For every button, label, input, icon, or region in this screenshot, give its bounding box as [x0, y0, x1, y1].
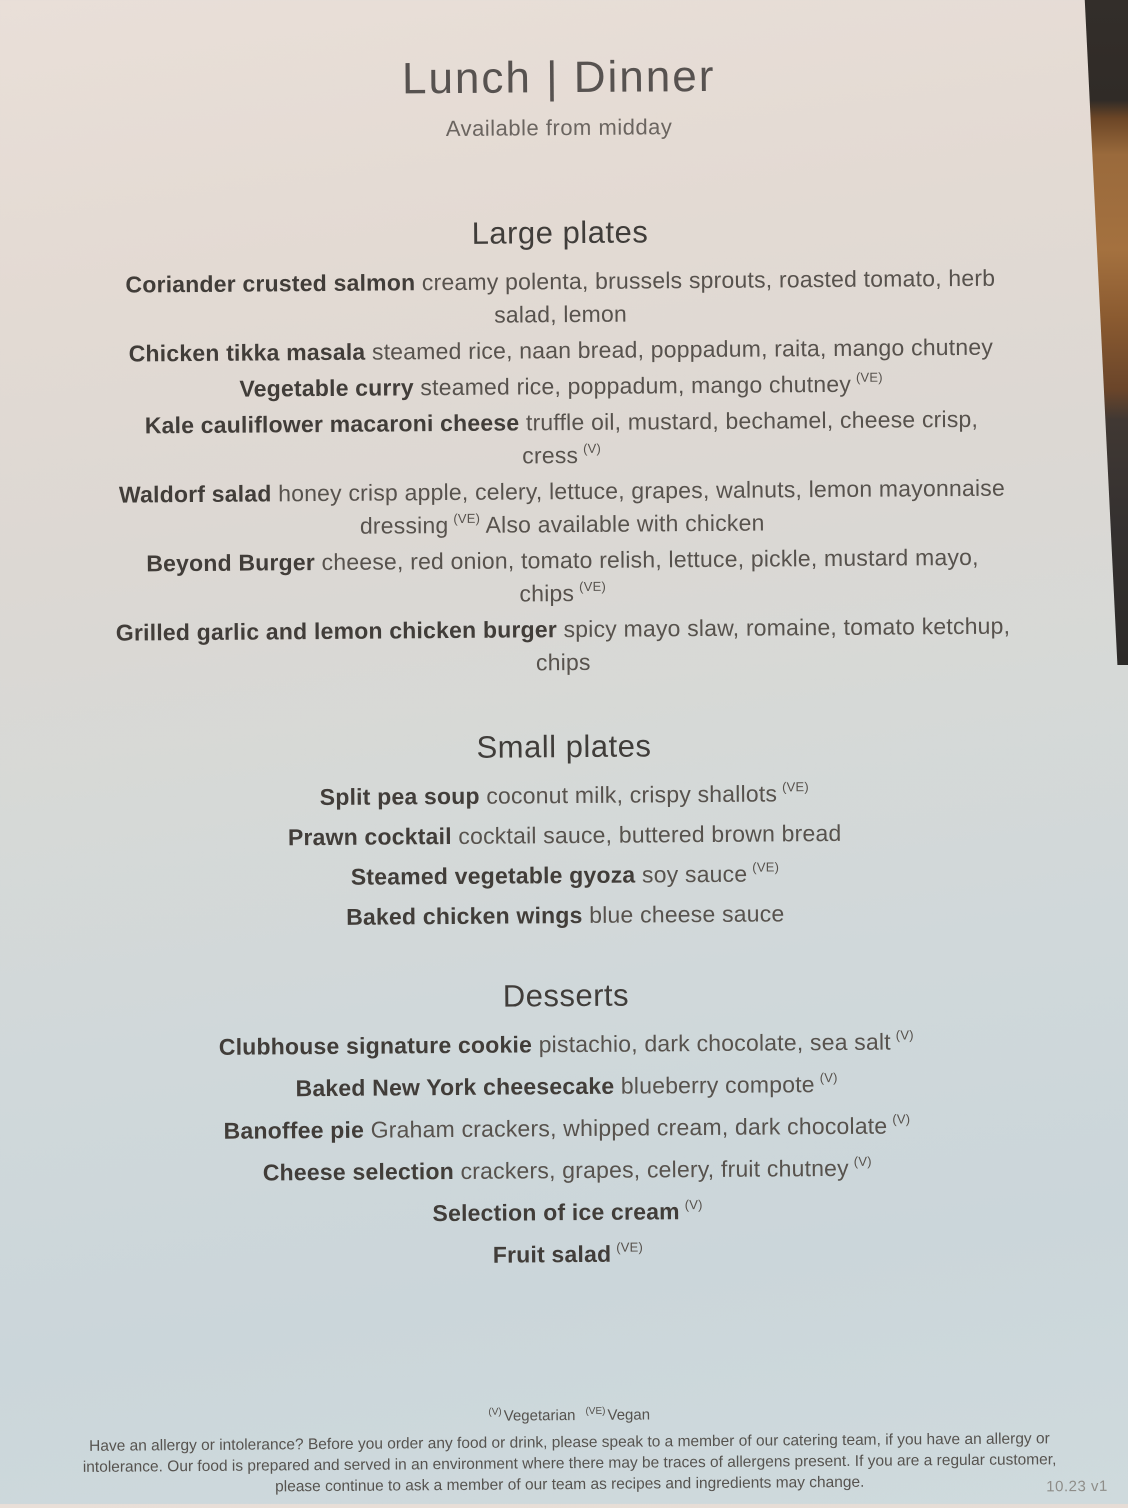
legend-vegetarian-label: Vegetarian [503, 1407, 576, 1425]
diet-tag: (V) [583, 441, 602, 457]
item-description: Graham crackers, whipped cream, dark chocolate [370, 1112, 888, 1143]
section-heading: Desserts [502, 977, 630, 1014]
menu-sections [0, 211, 1128, 1276]
menu-item [109, 776, 1019, 816]
menu-item [113, 1235, 1023, 1275]
diet-tag: (V) [895, 1027, 914, 1043]
legend-vegan-label: Vegan [607, 1406, 651, 1424]
item-name: Split pea soup [319, 782, 480, 811]
menu-footer [5, 1403, 1128, 1500]
menu-item [108, 610, 1018, 683]
diet-tag: (VE) [579, 579, 607, 595]
item-description: cheese, red onion, tomato relish, lettuce, pickle, mustard mayo, chips [321, 543, 979, 607]
item-name: Waldorf salad [118, 480, 272, 508]
menu-item [112, 1109, 1022, 1149]
item-description: cocktail sauce, buttered brown bread [458, 819, 842, 849]
menu-item [110, 816, 1020, 856]
legend-vegetarian-tag: (V) [488, 1406, 502, 1418]
item-description: steamed rice, poppadum, mango chutney [420, 370, 852, 401]
menu-item [113, 1193, 1023, 1233]
section-heading: Small plates [476, 728, 652, 765]
item-description: crackers, grapes, celery, fruit chutney [460, 1154, 849, 1184]
menu-header [0, 0, 1123, 146]
item-name: Grilled garlic and lemon chicken burger [115, 616, 558, 646]
section-large-plates [0, 211, 1127, 684]
item-name: Prawn cocktail [287, 822, 452, 851]
diet-tag: (VE) [752, 859, 780, 875]
diet-tag: (VE) [453, 511, 481, 527]
menu-item [111, 1025, 1021, 1065]
item-name: Beyond Burger [146, 549, 316, 577]
item-description: blue cheese sauce [589, 900, 785, 928]
menu-item [112, 1151, 1022, 1191]
item-description: blueberry compote [620, 1071, 815, 1099]
item-description: creamy polenta, brussels sprouts, roasted tomato, herb salad, lemon [421, 264, 996, 328]
legend-vegan-tag: (VE) [585, 1405, 606, 1417]
menu-item [112, 1067, 1022, 1107]
item-name: Fruit salad [492, 1240, 612, 1268]
item-description: honey crisp apple, celery, lettuce, grapes, walnuts, lemon mayonnaise dressing [278, 474, 1005, 539]
section-desserts [2, 974, 1128, 1276]
item-description: steamed rice, naan bread, poppadum, raita, mango chutney [371, 333, 994, 365]
section-heading: Large plates [471, 214, 649, 251]
version-label: 10.23 v1 [1046, 1477, 1108, 1496]
menu-item [110, 896, 1020, 936]
item-name: Clubhouse signature cookie [218, 1031, 533, 1060]
item-name: Vegetable curry [239, 374, 414, 402]
diet-tag: (V) [853, 1154, 872, 1170]
item-name: Baked New York cheesecake [295, 1072, 615, 1102]
menu-item [106, 403, 1016, 476]
menu-item [107, 472, 1017, 545]
allergy-notice: Have an allergy or intolerance? Before you order any food or drink, please speak to a member of our catering team, if you have an allergy or intolerance. Our food is prepared and served in an environment where there may be traces of allergens present. If you are a regular customer, please continue to ask a member of our team as recipes and ingredients may change. [82, 1430, 1057, 1496]
item-description: soy sauce [641, 860, 748, 888]
item-name: Coriander crusted salmon [125, 269, 416, 298]
diet-tag: (V) [684, 1197, 703, 1213]
item-name: Cheese selection [262, 1157, 455, 1186]
item-name: Steamed vegetable gyoza [350, 861, 636, 890]
menu-item [106, 367, 1016, 407]
diet-tag: (VE) [855, 369, 883, 386]
diet-tag: (V) [819, 1070, 838, 1086]
menu-item [110, 856, 1020, 896]
item-name: Kale cauliflower macaroni cheese [144, 409, 520, 439]
item-name: Selection of ice cream [432, 1198, 680, 1227]
item-description: coconut milk, crispy shallots [486, 780, 778, 809]
menu-item [105, 262, 1015, 335]
item-description: truffle oil, mustard, bechamel, cheese crisp, cress [522, 405, 979, 469]
menu-title: Lunch | Dinner [401, 51, 716, 104]
item-description: pistachio, dark chocolate, sea salt [538, 1028, 891, 1058]
section-small-plates [0, 725, 1128, 937]
diet-legend [5, 1403, 1128, 1429]
menu-subtitle: Available from midday [445, 114, 673, 142]
item-note: Also available with chicken [485, 509, 765, 538]
item-name: Baked chicken wings [346, 901, 583, 930]
diet-tag: (VE) [616, 1239, 644, 1256]
item-name: Chicken tikka masala [128, 338, 366, 367]
menu-item [107, 541, 1017, 614]
diet-tag: (VE) [782, 779, 809, 795]
item-description: spicy mayo slaw, romaine, tomato ketchup, chips [535, 612, 1011, 676]
diet-tag: (V) [892, 1111, 911, 1127]
item-name: Banoffee pie [223, 1116, 365, 1144]
menu-item [106, 331, 1016, 371]
